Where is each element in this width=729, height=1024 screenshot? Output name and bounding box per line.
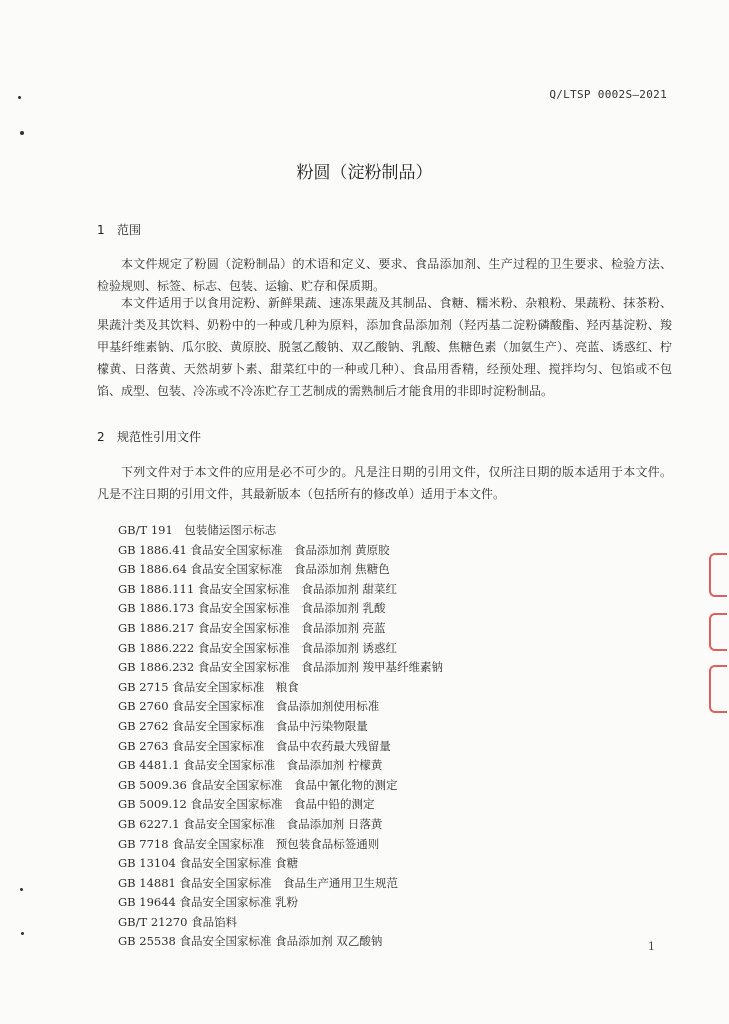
reference-item: GB 1886.222 食品安全国家标准 食品添加剂 诱惑红	[118, 640, 397, 655]
page-number: 1	[648, 940, 655, 953]
section-number: 1	[97, 223, 105, 237]
seal-stamp	[707, 553, 729, 713]
document-code: Q/LTSP 0002S—2021	[549, 88, 667, 101]
reference-item: GB 1886.41 食品安全国家标准 食品添加剂 黄原胶	[118, 542, 390, 557]
document-title: 粉圆（淀粉制品）	[296, 163, 433, 183]
reference-item: GB 2763 食品安全国家标准 食品中农药最大残留量	[118, 738, 391, 753]
reference-list	[118, 521, 443, 952]
reference-item: GB 2715 食品安全国家标准 粮食	[118, 679, 299, 694]
reference-item: GB 1886.111 食品安全国家标准 食品添加剂 甜菜红	[118, 581, 397, 596]
reference-item: GB 13104 食品安全国家标准 食糖	[118, 856, 299, 871]
section-heading-normative-references	[97, 428, 201, 445]
reference-item: GB 19644 食品安全国家标准 乳粉	[118, 895, 299, 910]
section-title: 范围	[117, 223, 142, 237]
reference-item: GB 1886.217 食品安全国家标准 食品添加剂 亮蓝	[118, 620, 386, 635]
reference-item: GB 1886.173 食品安全国家标准 食品添加剂 乳酸	[118, 601, 386, 616]
references-intro-paragraph: 下列文件对于本文件的应用是必不可少的。凡是注日期的引用文件，仅所注日期的版本适用于本文件。凡是不注日期的引用文件，其最新版本（包括所有的修改单）适用于本文件。	[97, 465, 672, 501]
reference-item: GB 4481.1 食品安全国家标准 食品添加剂 柠檬黄	[118, 758, 383, 773]
reference-item: GB/T 191 包装储运图示标志	[118, 523, 277, 537]
reference-item: GB 14881 食品安全国家标准 食品生产通用卫生规范	[118, 875, 399, 890]
reference-item: GB 1886.64 食品安全国家标准 食品添加剂 焦糖色	[118, 562, 390, 577]
reference-item: GB 1886.232 食品安全国家标准 食品添加剂 羧甲基纤维素钠	[118, 660, 443, 675]
scan-mark	[18, 96, 21, 99]
reference-item: GB 25538 食品安全国家标准 食品添加剂 双乙酸钠	[118, 934, 383, 949]
reference-item: GB 2762 食品安全国家标准 食品中污染物限量	[118, 718, 368, 733]
scope-paragraph-1: 本文件规定了粉圆（淀粉制品）的术语和定义、要求、食品添加剂、生产过程的卫生要求、检验方法、检验规则、标签、标志、包装、运输、贮存和保质期。	[97, 257, 672, 293]
reference-item: GB 7718 食品安全国家标准 预包装食品标签通则	[118, 836, 380, 851]
reference-item: GB 6227.1 食品安全国家标准 食品添加剂 日落黄	[118, 816, 383, 831]
reference-item: GB 5009.12 食品安全国家标准 食品中铅的测定	[118, 797, 375, 812]
scan-mark	[20, 131, 24, 135]
reference-item: GB 5009.36 食品安全国家标准 食品中氰化物的测定	[118, 777, 398, 792]
section-heading-scope	[97, 221, 141, 238]
section-number: 2	[97, 430, 105, 444]
reference-item: GB 2760 食品安全国家标准 食品添加剂使用标准	[118, 699, 380, 714]
scan-mark	[21, 932, 24, 935]
reference-item: GB/T 21270 食品馅料	[118, 914, 238, 929]
scan-mark	[20, 888, 23, 891]
scope-paragraph-2: 本文件适用于以食用淀粉、新鲜果蔬、速冻果蔬及其制品、食糖、糯米粉、杂粮粉、果蔬粉、抹茶粉、果蔬汁类及其饮料、奶粉中的一种或几种为原料，添加食品添加剂（羟丙基二淀粉磷酸酯、羟丙基淀粉、羧甲基纤维素钠、瓜尔胶、黄原胶、脱氢乙酸钠、双乙酸钠、乳酸、焦糖色素（加氨生产）、亮蓝、诱惑红、柠檬黄、日落黄、天然胡萝卜素、甜菜红中的一种或几种）、食品用香精，经预处理、搅拌均匀、包馅或不包馅、成型、包装、冷冻或不冷冻贮存工艺制成的需熟制后才能食用的非即时淀粉制品。	[97, 296, 672, 398]
section-title: 规范性引用文件	[117, 430, 202, 444]
